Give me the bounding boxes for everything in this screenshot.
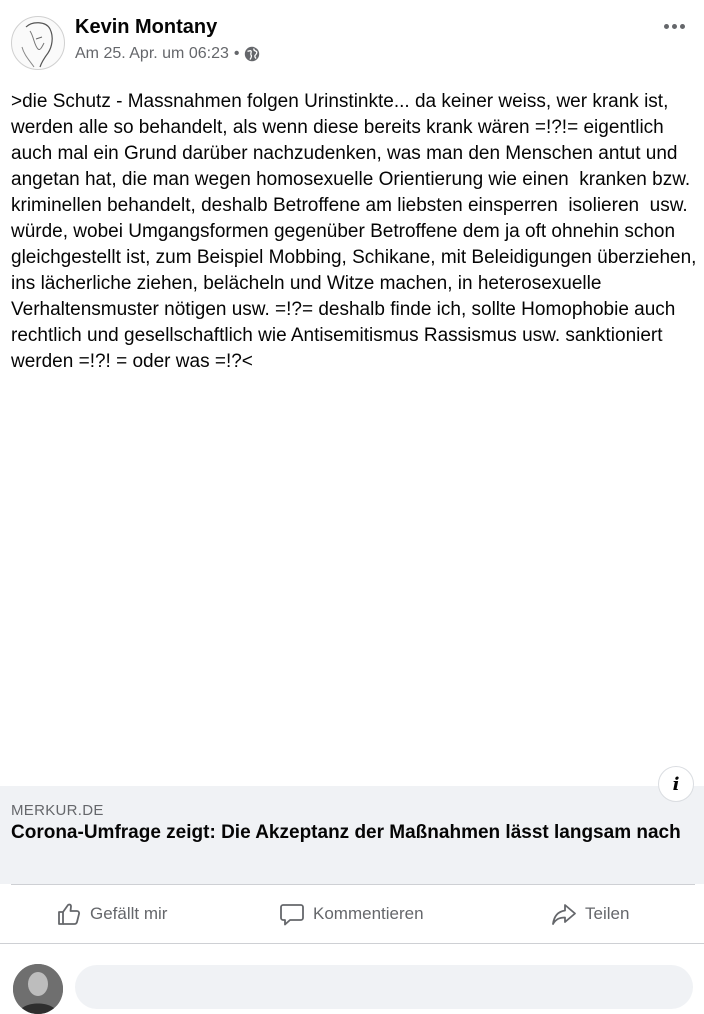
info-button[interactable]: i — [658, 766, 694, 802]
link-headline[interactable]: Corona-Umfrage zeigt: Die Akzeptanz der Maßnahmen lässt langsam nach — [11, 822, 681, 843]
more-options-icon[interactable] — [664, 18, 688, 34]
author-avatar[interactable] — [11, 16, 65, 70]
link-preview[interactable] — [0, 773, 704, 884]
comment-button[interactable] — [279, 886, 424, 942]
user-photo-icon — [13, 964, 63, 1014]
comment-icon — [279, 901, 305, 927]
link-domain: MERKUR.DE — [11, 802, 104, 819]
like-label: Gefällt mir — [90, 904, 168, 923]
thumbs-up-icon — [56, 901, 82, 927]
post-timestamp[interactable]: Am 25. Apr. um 06:23 — [75, 45, 229, 62]
action-bar — [0, 886, 704, 942]
comment-input[interactable] — [75, 965, 693, 1009]
divider — [11, 884, 695, 885]
share-icon — [551, 901, 577, 927]
comment-label: Kommentieren — [313, 904, 424, 923]
author-name[interactable]: Kevin Montany — [75, 16, 218, 38]
share-button[interactable] — [551, 886, 629, 942]
post-header — [0, 0, 704, 80]
like-button[interactable] — [56, 886, 167, 942]
globe-icon — [244, 46, 260, 62]
avatar-sketch-icon — [12, 17, 64, 69]
current-user-avatar[interactable] — [13, 964, 63, 1014]
comment-composer — [0, 944, 704, 977]
share-label: Teilen — [585, 904, 630, 923]
post-text: >die Schutz - Massnahmen folgen Urinstinkte... da keiner weiss, wer krank ist, werden alle so behandelt, als wenn diese bereits krank wären =!?!= eigentlich auch mal ein Grund darüber nachzudenken, was man den Menschen antut und angetan hat, die man wegen homosexuelle Orientierung wie einen kranken bzw. kriminellen behandelt, deshalb Betroffene am liebsten einsperren isolieren usw. würde, wobei Umgangsformen gegenüber Betroffene dem ja oft ohnehin schon gleichgestellt ist, zum Beispiel Mobbing, Schikane, mit Beleidigungen überziehen, ins lächerliche ziehen, belächeln und Witze machen, in heterosexuelle Verhaltensmuster nötigen usw. =!?= deshalb finde ich, sollte Homophobie auch rechtlich und gesellschaftlich wie Antisemitismus Rassismus usw. sanktioniert werden =!?! = oder was =!?< — [11, 91, 702, 372]
meta-separator: • — [233, 45, 240, 62]
post-meta — [75, 45, 260, 63]
